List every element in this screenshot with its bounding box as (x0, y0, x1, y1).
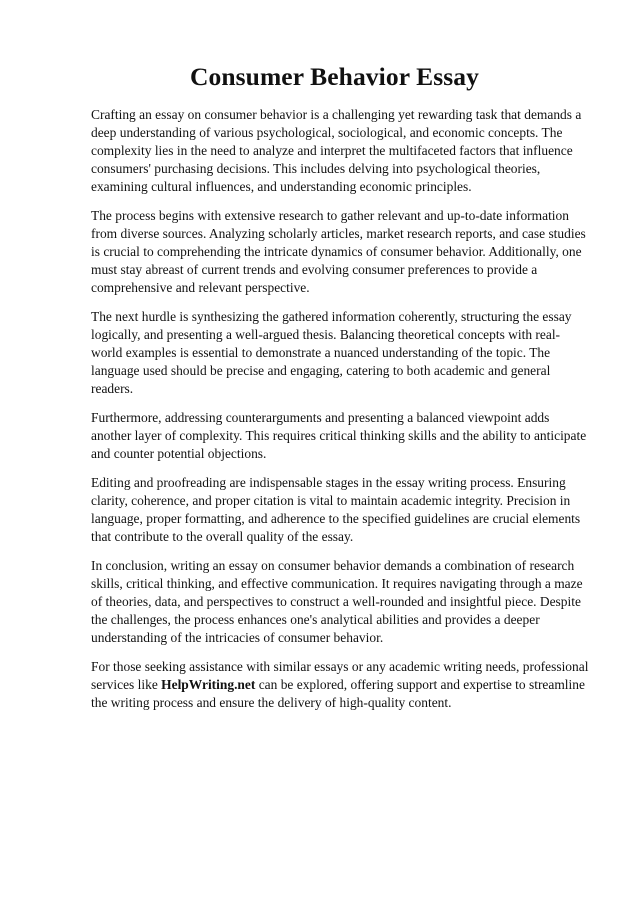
document-title: Consumer Behavior Essay (190, 62, 479, 91)
paragraph-editing: Editing and proofreading are indispensable stages in the essay writing process. Ensuring clarity, coherence, and proper citation is vital to maintain academic integrity. Precision in language, proper formatting, and adherence to the specified guidelines are crucial elements that contribute to the overall quality of the essay. (91, 475, 581, 544)
paragraph-counterarguments: Furthermore, addressing counterarguments and presenting a balanced viewpoint adds another layer of complexity. This requires critical thinking skills and the ability to anticipate and counter potential objections. (91, 410, 587, 461)
paragraph-conclusion: In conclusion, writing an essay on consumer behavior demands a combination of research skills, critical thinking, and effective communication. It requires navigating through a maze of theories, data, and perspectives to construct a well-rounded and insightful piece. Despite the challenges, the process enhances one's analytical abilities and provides a deeper understanding of the intricacies of consumer behavior. (91, 558, 583, 645)
paragraph-closing (91, 658, 590, 712)
helpwriting-link[interactable]: HelpWriting.net (161, 677, 256, 692)
paragraph-research: The process begins with extensive research to gather relevant and up-to-date information from diverse sources. Analyzing scholarly articles, market research reports, and case studies is crucial to comprehending the intricate dynamics of consumer behavior. Additionally, one must stay abreast of current trends and evolving consumer preferences to provide a comprehensive and relevant perspective. (91, 208, 586, 295)
paragraph-intro: Crafting an essay on consumer behavior is a challenging yet rewarding task that demands a deep understanding of various psychological, sociological, and economic concepts. The complexity lies in the need to analyze and interpret the multifaceted factors that influence consumers' purchasing decisions. This includes delving into psychological theories, examining cultural influences, and understanding economic principles. (91, 107, 582, 194)
paragraph-synthesis: The next hurdle is synthesizing the gathered information coherently, structuring the essay logically, and presenting a well-argued thesis. Balancing theoretical concepts with real-world examples is essential to demonstrate a nuanced understanding of the topic. The language used should be precise and engaging, catering to both academic and general readers. (91, 309, 572, 396)
closing-text-before-link: For those seeking assistance with similar essays or any academic writing needs, professional services like (91, 659, 589, 692)
closing-text-after-link: can be explored, offering support and expertise to streamline the writing process and ensure the delivery of high-quality content. (91, 677, 585, 710)
